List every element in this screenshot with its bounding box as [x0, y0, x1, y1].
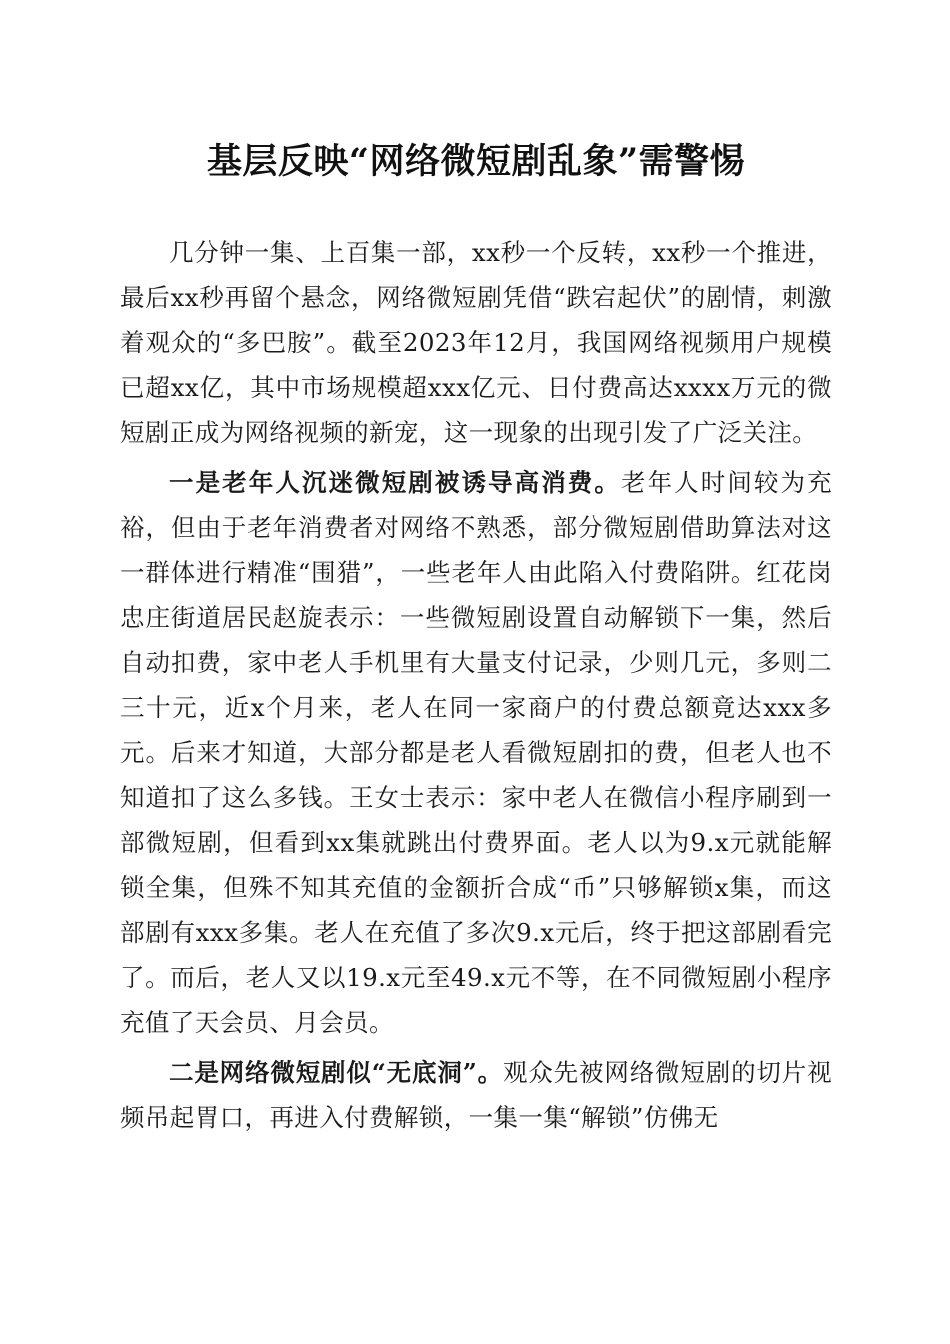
paragraph-point-two-lead: 二是网络微短剧似“无底洞”。 — [169, 1058, 503, 1087]
paragraph-point-two — [120, 1050, 832, 1140]
paragraph-point-one-text: 老年人时间较为充裕，但由于老年消费者对网络不熟悉，部分微短剧借助算法对这一群体进行精准“围猎”，一些老年人由此陷入付费陷阱。红花岗忠庄街道居民赵旋表示：一些微短剧设置自动解锁下一集，然后自动扣费，家中老人手机里有大量支付记录，少则几元，多则二三十元，近x个月来，老人在同一家商户的付费总额竟达xxx多元。后来才知道，大部分都是老人看微短剧扣的费，但老人也不知道扣了这么多钱。王女士表示：家中老人在微信小程序刷到一部微短剧，但看到xx集就跳出付费界面。老人以为9.x元就能解锁全集，但殊不知其充值的金额折合成“币”只够解锁x集，而这部剧有xxx多集。老人在充值了多次9.x元后，终于把这部剧看完了。而后，老人又以19.x元至49.x元不等，在不同微短剧小程序充值了天会员、月会员。 — [120, 468, 832, 1037]
paragraph-point-two-text: 观众先被网络微短剧的切片视频吊起胃口，再进入付费解锁，一集一集“解锁”仿佛无 — [120, 1058, 832, 1132]
paragraph-point-one-lead: 一是老年人沉迷微短剧被诱导高消费。 — [169, 468, 621, 497]
paragraph-intro-text: 几分钟一集、上百集一部，xx秒一个反转，xx秒一个推进，最后xx秒再留个悬念，网络微短剧凭借“跌宕起伏”的剧情，刺激着观众的“多巴胺”。截至2023年12月，我国网络视频用户规模已超xx亿，其中市场规模超xxx亿元、日付费高达xxxx万元的微短剧正成为网络视频的新宠，这一现象的出现引发了广泛关注。 — [120, 238, 832, 447]
paragraph-point-one — [120, 460, 832, 1045]
document-body — [120, 230, 832, 1140]
paragraph-intro — [120, 230, 832, 455]
document-title: 基层反映“网络微短剧乱象”需警惕 — [206, 141, 746, 182]
